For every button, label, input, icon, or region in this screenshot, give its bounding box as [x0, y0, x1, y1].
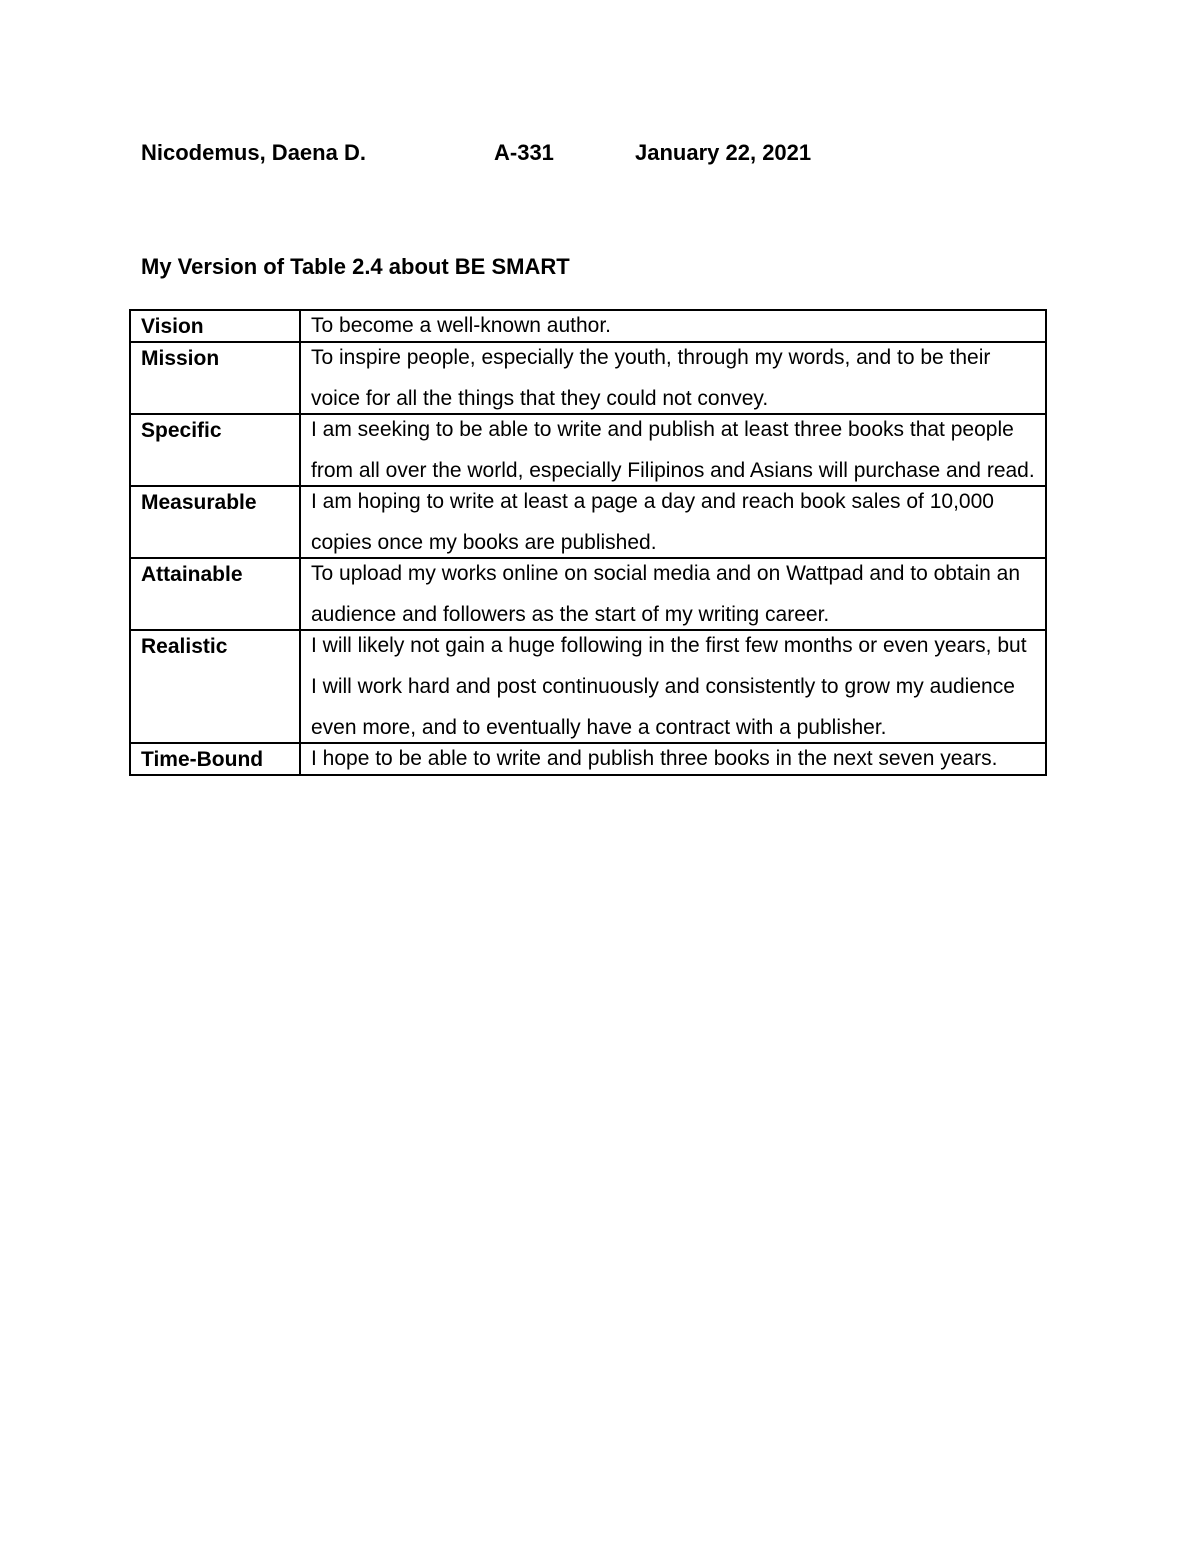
row-value: To inspire people, especially the youth, through my words, and to be their voice for all the things that they could not convey. [311, 346, 991, 410]
document-date: January 22, 2021 [635, 140, 812, 165]
row-value: To become a well-known author. [311, 314, 611, 337]
row-value: To upload my works online on social media and on Wattpad and to obtain an audience and followers as the start of my writing career. [311, 562, 1020, 626]
student-name: Nicodemus, Daena D. [141, 140, 366, 165]
document-title: My Version of Table 2.4 about BE SMART [141, 254, 570, 279]
row-label: Vision [130, 310, 300, 342]
row-label: Measurable [130, 486, 300, 558]
row-value: I am seeking to be able to write and publish at least three books that people from all over the world, especially Filipinos and Asians will purchase and read. [311, 418, 1035, 482]
table-row [130, 630, 1046, 743]
table-row [130, 743, 1046, 775]
row-label: Realistic [130, 630, 300, 743]
table-row [130, 558, 1046, 630]
table-row [130, 414, 1046, 486]
row-value: I hope to be able to write and publish three books in the next seven years. [311, 747, 998, 770]
table-row [130, 342, 1046, 414]
row-value: I am hoping to write at least a page a day and reach book sales of 10,000 copies once my books are published. [311, 490, 994, 554]
row-label: Mission [130, 342, 300, 414]
row-label: Specific [130, 414, 300, 486]
smart-goals-table [129, 309, 1047, 776]
document-header [141, 140, 1041, 172]
row-label: Attainable [130, 558, 300, 630]
section-code: A-331 [494, 140, 554, 165]
row-value: I will likely not gain a huge following in the first few months or even years, but I will work hard and post continuously and consistently to grow my audience even more, and to eventually have a contract with a publisher. [311, 634, 1027, 739]
table-row [130, 486, 1046, 558]
row-label: Time-Bound [130, 743, 300, 775]
